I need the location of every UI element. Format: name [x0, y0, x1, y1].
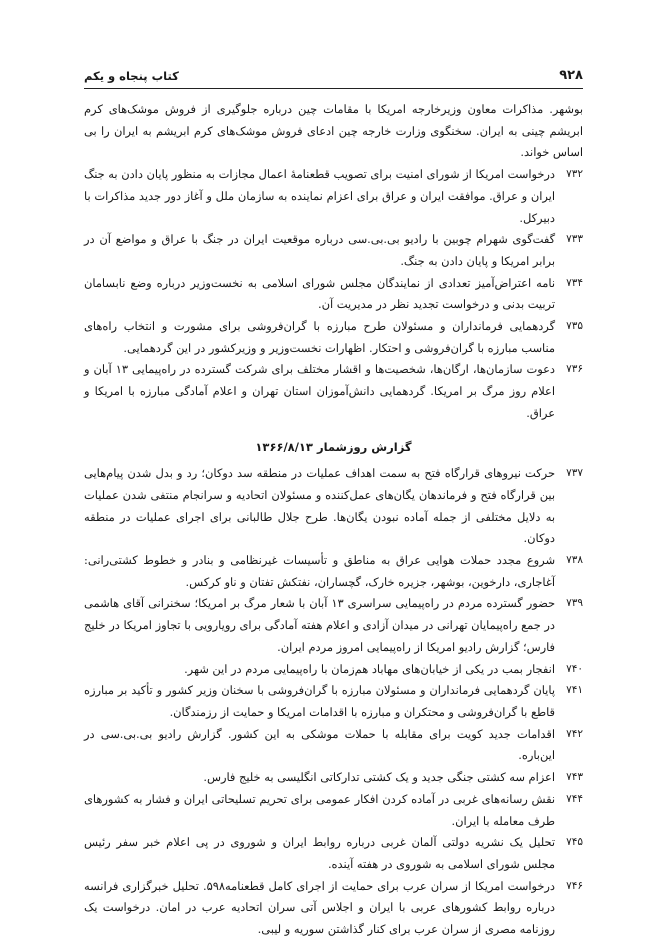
entry-text: درخواست امریکا از شورای امنیت برای تصویب قطعنامهٔ اعمال مجازات به منظور پایان دادن به جنگ ایران و عراق. موافقت ایران و عراق برای اعزام نماینده به سازمان ملل و آغاز دور جدید مذاکرات با دبیرکل. — [84, 167, 555, 225]
entry-item — [84, 463, 583, 550]
section-title: گزارش روزشمار ۱۳۶۶/۸/۱۳ — [255, 439, 412, 454]
entry-text: حضور گسترده مردم در راه‌پیمایی سراسری ۱۳ آبان با شعار مرگ بر امریکا؛ سخنرانی آقای هاشمی در جمع راه‌پیمایان تهرانی در میدان آزادی و اعلام هفته آمادگی برای رویارویی با تجاوز امریکا در خلیج فارس؛ گزارش رادیو امریکا از راه‌پیمایی امروز مردم ایران. — [84, 596, 555, 654]
entry-number: ۷۳۲ — [566, 168, 583, 181]
page-number: ۹۲۸ — [559, 68, 583, 83]
entry-item — [84, 724, 583, 767]
entry-text: تحلیل یک نشریه دولتی آلمان غربی درباره روابط ایران و شوروی در پی اعلام خبر سفر رئیس مجلس شورای اسلامی به شوروی در هفته آینده. — [84, 835, 555, 871]
entry-text: حرکت نیروهای قرارگاه فتح به سمت اهداف عملیات در منطقه سد دوکان؛ رد و بدل شدن پیام‌هایی بین قرارگاه فتح و فرماندهان یگان‌های عمل‌کننده و مسئولان اتحادیه و سرانجام منتفی شدن عملیات به دلایل مختلفی از جمله آماده نبودن یگان‌ها. طرح جلال طالبانی برای اجرای عملیات در منطقه دوکان. — [84, 466, 555, 546]
entry-number: ۷۳۷ — [566, 467, 583, 480]
entry-number: ۷۴۴ — [566, 792, 583, 805]
entry-item — [84, 359, 583, 424]
entry-number: ۷۳۴ — [566, 276, 583, 289]
entry-text: درخواست امریکا از سران عرب برای حمایت از اجرای کامل قطعنامه۵۹۸. تحلیل خبرگزاری فرانسه درباره روابط کشورهای عربی با ایران و اجلاس آتی سران اتحادیه عرب در امان. درخواست یک روزنامه مصری از سران عرب برای کنار گذاشتن سوریه و لیبی. — [84, 878, 555, 937]
entry-text: انفجار بمب در یکی از خیابان‌های مهاباد هم‌زمان با راه‌پیمایی مردم در این شهر. — [184, 661, 555, 676]
entries-list-2 — [84, 463, 583, 940]
entry-text: پایان گردهمایی فرمانداران و مسئولان مبارزه با گران‌فروشی با سخنان وزیر کشور و تأکید بر مبارزه قاطع با گران‌فروشی و محتکران و مبارزه با اقدامات امریکا و حمایت از رزمندگان. — [84, 683, 555, 719]
entry-item — [84, 273, 583, 316]
entry-text: گردهمایی فرمانداران و مسئولان طرح مبارزه با گران‌فروشی برای مشورت و انتخاب راه‌های مناسب مبارزه با گران‌فروشی و احتکار. اظهارات نخست‌وزیر و وزیرکشور در این گردهمایی. — [84, 319, 555, 355]
entry-text: اعزام سه کشتی جنگی جدید و یک کشتی تدارکاتی انگلیسی به خلیج فارس. — [203, 770, 555, 785]
entry-text: گفت‌گوی شهرام چوبین با رادیو بی.بی.سی درباره موقعیت ایران در جنگ با عراق و مواضع آن در برابر امریکا و پایان دادن به جنگ. — [84, 232, 555, 268]
entry-text: نامه اعتراض‌آمیز تعدادی از نمایندگان مجلس شورای اسلامی به نخست‌وزیر درباره وضع نابسامان تربیت بدنی و درخواست تجدید نظر در مدیریت آن. — [84, 275, 555, 312]
entry-text: نقش رسانه‌های غربی در آماده کردن افکار عمومی برای تحریم تسلیحاتی ایران و فشار به کشورهای طرف معامله با ایران. — [84, 791, 555, 828]
entry-item — [84, 767, 583, 789]
entry-number: ۷۳۳ — [566, 233, 583, 246]
entry-item — [84, 832, 583, 875]
entry-number: ۷۳۵ — [566, 320, 583, 333]
entry-item — [84, 593, 583, 658]
entry-number: ۷۴۳ — [566, 771, 583, 784]
entry-text: دعوت سازمان‌ها، ارگان‌ها، شخصیت‌ها و اقشار مختلف برای شرکت گسترده در راه‌پیمایی ۱۳ آبان و اعلام روز مرگ بر امریکا. گردهمایی دانش‌آموزان استان تهران و اعلام آمادگی مبارزه با امریکا و عراق. — [84, 362, 555, 420]
entry-item — [84, 316, 583, 359]
entry-number: ۷۴۰ — [566, 662, 583, 675]
entry-item — [84, 680, 583, 723]
entry-number: ۷۴۵ — [566, 836, 583, 849]
entry-item — [84, 164, 583, 229]
entry-number: ۷۳۸ — [566, 554, 583, 567]
entry-number: ۷۴۶ — [566, 879, 583, 892]
entries-list-1 — [84, 164, 583, 424]
page-header — [84, 62, 583, 89]
entry-item — [84, 550, 583, 593]
entry-number: ۷۴۱ — [566, 684, 583, 697]
entry-text: اقدامات جدید کویت برای مقابله با حملات موشکی به این کشور. گزارش رادیو بی.بی.سی در این‌باره. — [84, 726, 555, 763]
entry-number: ۷۳۹ — [566, 597, 583, 610]
entry-item — [84, 789, 583, 832]
book-title: کتاب پنجاه و یکم — [84, 69, 179, 83]
entry-item — [84, 229, 583, 272]
page-content — [84, 99, 583, 941]
entry-item — [84, 659, 583, 681]
entry-number: ۷۴۲ — [566, 727, 583, 740]
entry-number: ۷۳۶ — [566, 363, 583, 376]
continuation-paragraph: بوشهر. مذاکرات معاون وزیرخارجه امریکا با مقامات چین درباره جلوگیری از فروش موشک‌های کرم ابریشم چینی به ایران. سخنگوی وزارت خارجه چین ادعای فروش موشک‌های کرم ابریشم به ایران را بی اساس خواند. — [84, 102, 583, 160]
entry-text: شروع مجدد حملات هوایی عراق به مناطق و تأسیسات غیرنظامی و بنادر و خطوط کشتی‌رانی: آغاجاری، دارخوین، بوشهر، جزیره خارک، گچساران، نفتکش تفتان و ناو کرکس. — [84, 553, 555, 589]
entry-item — [84, 876, 583, 941]
